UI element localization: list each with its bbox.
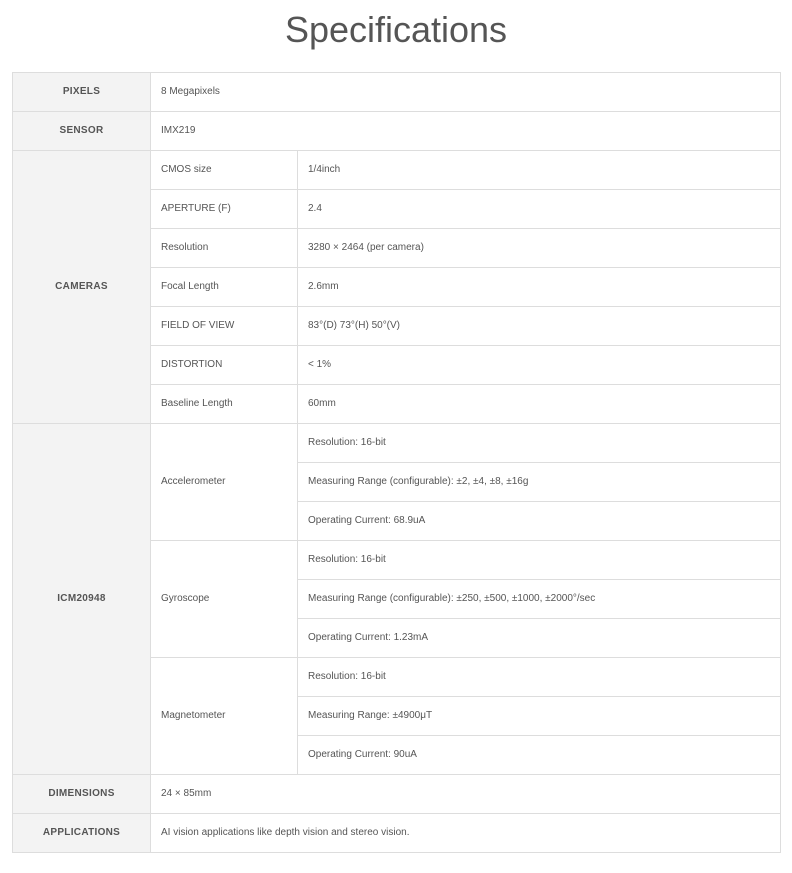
row-value-pixels: 8 Megapixels xyxy=(151,73,781,112)
sensor-spec-value: Resolution: 16-bit xyxy=(298,541,781,580)
row-label-cameras: CAMERAS xyxy=(13,151,151,424)
camera-spec-name: FIELD OF VIEW xyxy=(151,307,298,346)
table-row-sensor xyxy=(13,112,781,151)
sensor-spec-value: Measuring Range (configurable): ±250, ±500, ±1000, ±2000°/sec xyxy=(298,580,781,619)
page-title: Specifications xyxy=(284,9,508,50)
sensor-spec-value: Operating Current: 68.9uA xyxy=(298,502,781,541)
table-row-icm xyxy=(13,424,781,463)
camera-spec-name: Resolution xyxy=(151,229,298,268)
row-value-dimensions: 24 × 85mm xyxy=(151,775,781,814)
camera-spec-value: 3280 × 2464 (per camera) xyxy=(298,229,781,268)
sensor-spec-value: Measuring Range (configurable): ±2, ±4, ±8, ±16g xyxy=(298,463,781,502)
table-row-camera xyxy=(13,151,781,190)
sensor-spec-value: Measuring Range: ±4900μT xyxy=(298,697,781,736)
camera-spec-name: CMOS size xyxy=(151,151,298,190)
camera-spec-name: Focal Length xyxy=(151,268,298,307)
camera-spec-name: DISTORTION xyxy=(151,346,298,385)
camera-spec-value: 1/4inch xyxy=(298,151,781,190)
sensor-group-accelerometer: Accelerometer xyxy=(151,424,298,541)
camera-spec-value: 2.4 xyxy=(298,190,781,229)
row-label-icm20948: ICM20948 xyxy=(13,424,151,775)
camera-spec-value: 60mm xyxy=(298,385,781,424)
camera-spec-value: < 1% xyxy=(298,346,781,385)
sensor-group-gyroscope: Gyroscope xyxy=(151,541,298,658)
sensor-spec-value: Operating Current: 1.23mA xyxy=(298,619,781,658)
sensor-spec-value: Resolution: 16-bit xyxy=(298,658,781,697)
row-value-sensor: IMX219 xyxy=(151,112,781,151)
camera-spec-value: 83°(D) 73°(H) 50°(V) xyxy=(298,307,781,346)
sensor-group-magnetometer: Magnetometer xyxy=(151,658,298,775)
camera-spec-name: Baseline Length xyxy=(151,385,298,424)
table-row-pixels xyxy=(13,73,781,112)
sensor-spec-value: Resolution: 16-bit xyxy=(298,424,781,463)
camera-spec-value: 2.6mm xyxy=(298,268,781,307)
row-label-sensor: SENSOR xyxy=(13,112,151,151)
sensor-spec-value: Operating Current: 90uA xyxy=(298,736,781,775)
camera-spec-name: APERTURE (F) xyxy=(151,190,298,229)
row-label-applications: APPLICATIONS xyxy=(13,814,151,853)
table-row-dimensions xyxy=(13,775,781,814)
table-row-applications xyxy=(13,814,781,853)
specifications-table xyxy=(12,72,781,853)
row-label-dimensions: DIMENSIONS xyxy=(13,775,151,814)
row-label-pixels: PIXELS xyxy=(13,73,151,112)
row-value-applications: AI vision applications like depth vision and stereo vision. xyxy=(151,814,781,853)
